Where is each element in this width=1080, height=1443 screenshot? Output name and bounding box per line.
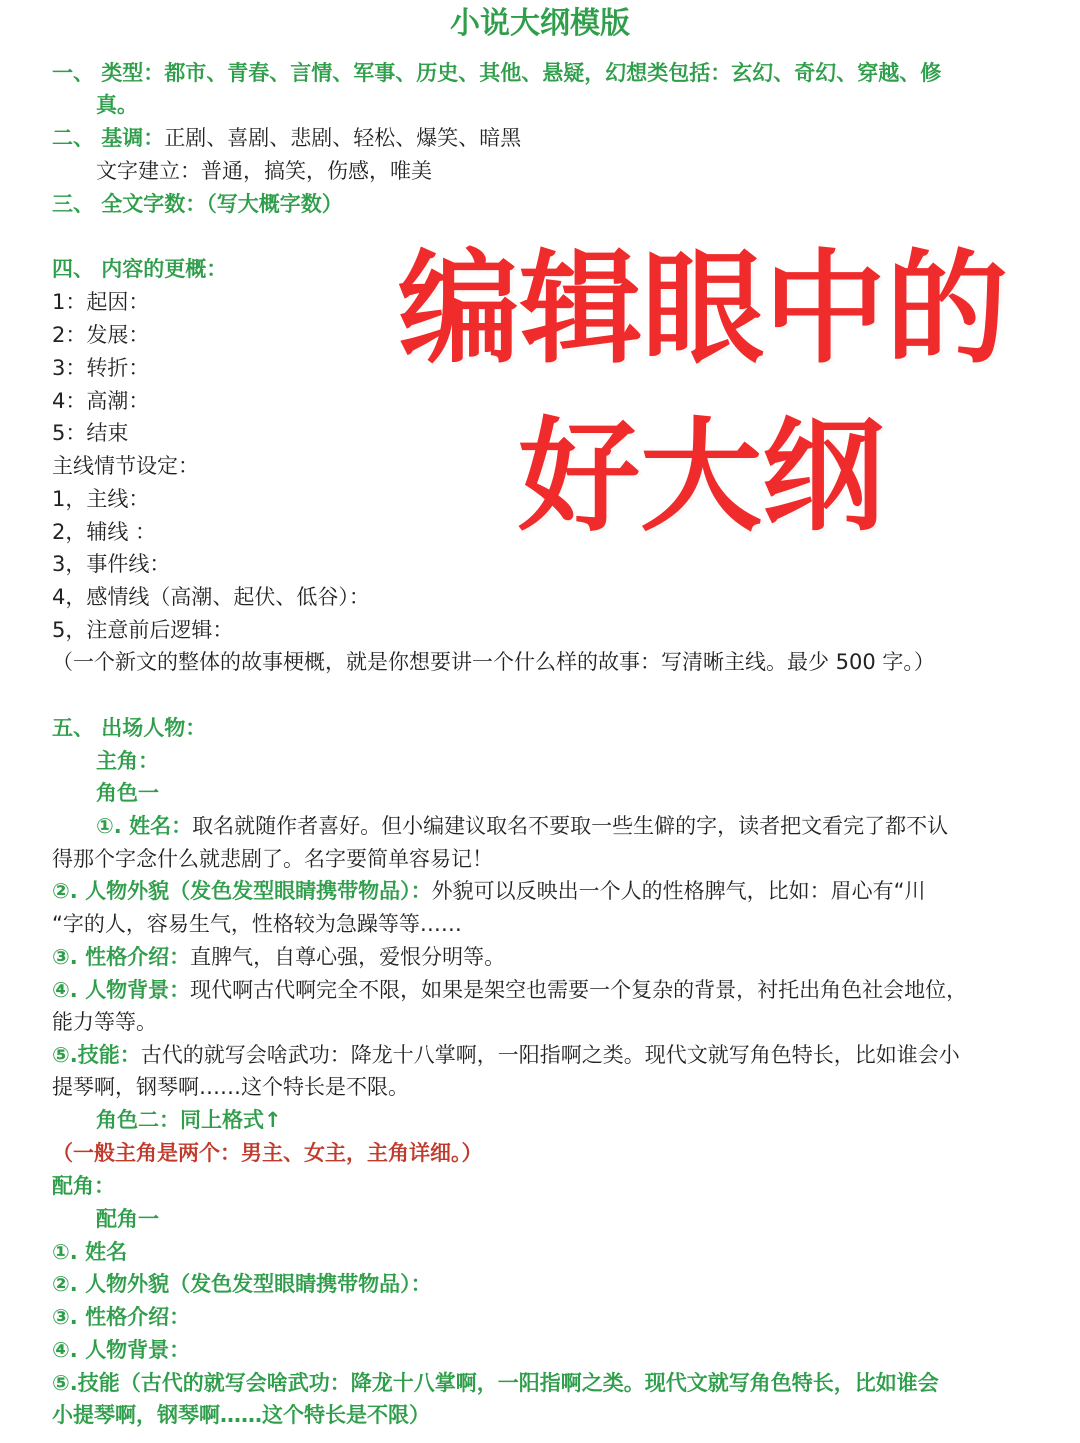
section-type-text: 都市、青春、言情、军事、历史、其他、悬疑，幻想类包括：玄幻、奇幻、穿越、修 bbox=[164, 61, 942, 85]
main-plot-label: 主线情节设定： bbox=[52, 454, 199, 478]
section-type-label: 一、 类型： bbox=[52, 61, 165, 85]
field-background-line bbox=[52, 975, 967, 1005]
content-note: （一个新文的整体的故事梗概，就是你想要讲一个什么样的故事：写清晰主线。最少 500 字。） bbox=[52, 650, 935, 674]
field-background-text: 现代啊古代啊完全不限，如果是架空也需要一个复杂的背景，衬托出角色社会地位， bbox=[190, 978, 968, 1002]
overlay-headline-line2: 好大纲 bbox=[518, 406, 884, 548]
plot-line-emotion: 4，感情线（高潮、起伏、低谷）： bbox=[52, 585, 370, 609]
section-type-line bbox=[52, 58, 941, 88]
role-one-label: 角色一 bbox=[96, 781, 159, 805]
lead-note: （一般主角是两个：男主、女主，主角详细。） bbox=[52, 1141, 483, 1165]
field-skill-line bbox=[52, 1040, 960, 1070]
support-field-background: ④. 人物背景： bbox=[52, 1338, 191, 1362]
field-name-label: ①. 姓名： bbox=[96, 814, 193, 838]
support-field-name: ①. 姓名 bbox=[52, 1240, 128, 1264]
field-skill-label: ⑤.技能： bbox=[52, 1043, 141, 1067]
field-personality-line bbox=[52, 942, 505, 972]
support-field-skill-cont: 小提琴啊，钢琴啊……这个特长是不限） bbox=[52, 1403, 430, 1427]
support-label: 配角： bbox=[52, 1174, 115, 1198]
section-characters-label: 五、 出场人物： bbox=[52, 716, 207, 740]
section-type-text-cont: 真。 bbox=[96, 93, 138, 117]
field-appearance-text-cont: “字的人，容易生气，性格较为急躁等等…… bbox=[52, 912, 462, 936]
plot-line-logic: 5，注意前后逻辑： bbox=[52, 618, 234, 642]
document-title: 小说大纲模版 bbox=[450, 6, 630, 41]
role-two-label: 角色二：同上格式↑ bbox=[96, 1108, 282, 1132]
field-appearance-label: ②. 人物外貌（发色发型眼睛携带物品）： bbox=[52, 879, 432, 903]
field-name-text: 取名就随作者喜好。但小编建议取名不要取一些生僻的字，读者把文看完了都不认 bbox=[192, 814, 949, 838]
field-personality-label: ③. 性格介绍： bbox=[52, 945, 191, 969]
plot-line-event: 3，事件线： bbox=[52, 552, 171, 576]
field-appearance-line bbox=[52, 876, 925, 906]
content-item-turn: 3：转折： bbox=[52, 356, 150, 380]
field-name-text-cont: 得那个字念什么就悲剧了。名字要简单容易记！ bbox=[52, 847, 493, 871]
field-name-line bbox=[96, 811, 948, 841]
content-item-climax: 4：高潮： bbox=[52, 389, 150, 413]
support-one-label: 配角一 bbox=[96, 1207, 159, 1231]
content-item-ending: 5：结束 bbox=[52, 421, 129, 445]
field-background-label: ④. 人物背景： bbox=[52, 978, 191, 1002]
support-field-personality: ③. 性格介绍： bbox=[52, 1305, 191, 1329]
field-personality-text: 直脾气，自尊心强，爱恨分明等。 bbox=[190, 945, 506, 969]
content-item-cause: 1：起因： bbox=[52, 290, 150, 314]
section-tone-sub: 文字建立：普通，搞笑，伤感，唯美 bbox=[96, 159, 432, 183]
lead-label: 主角： bbox=[96, 749, 159, 773]
section-tone-label: 二、 基调： bbox=[52, 126, 165, 150]
content-item-development: 2：发展： bbox=[52, 323, 150, 347]
support-field-skill: ⑤.技能（古代的就写会啥武功：降龙十八掌啊，一阳指啊之类。现代文就写角色特长，比如谁会 bbox=[52, 1371, 939, 1395]
plot-line-main: 1，主线： bbox=[52, 487, 150, 511]
field-skill-text-cont: 提琴啊，钢琴啊……这个特长是不限。 bbox=[52, 1075, 409, 1099]
section-tone-line bbox=[52, 123, 521, 153]
field-background-text-cont: 能力等等。 bbox=[52, 1010, 157, 1034]
overlay-headline-line1: 编辑眼中的 bbox=[398, 238, 1008, 380]
section-wordcount-label: 三、 全文字数：（写大概字数） bbox=[52, 192, 343, 216]
support-field-appearance: ②. 人物外貌（发色发型眼睛携带物品）： bbox=[52, 1272, 432, 1296]
field-appearance-text: 外貌可以反映出一个人的性格脾气，比如：眉心有“川 bbox=[431, 879, 926, 903]
section-content-label: 四、 内容的更概： bbox=[52, 257, 228, 281]
section-tone-text: 正剧、喜剧、悲剧、轻松、爆笑、暗黑 bbox=[164, 126, 522, 150]
plot-line-secondary: 2，辅线 ： bbox=[52, 520, 157, 544]
field-skill-text: 古代的就写会啥武功：降龙十八掌啊，一阳指啊之类。现代文就写角色特长，比如谁会小 bbox=[140, 1043, 960, 1067]
